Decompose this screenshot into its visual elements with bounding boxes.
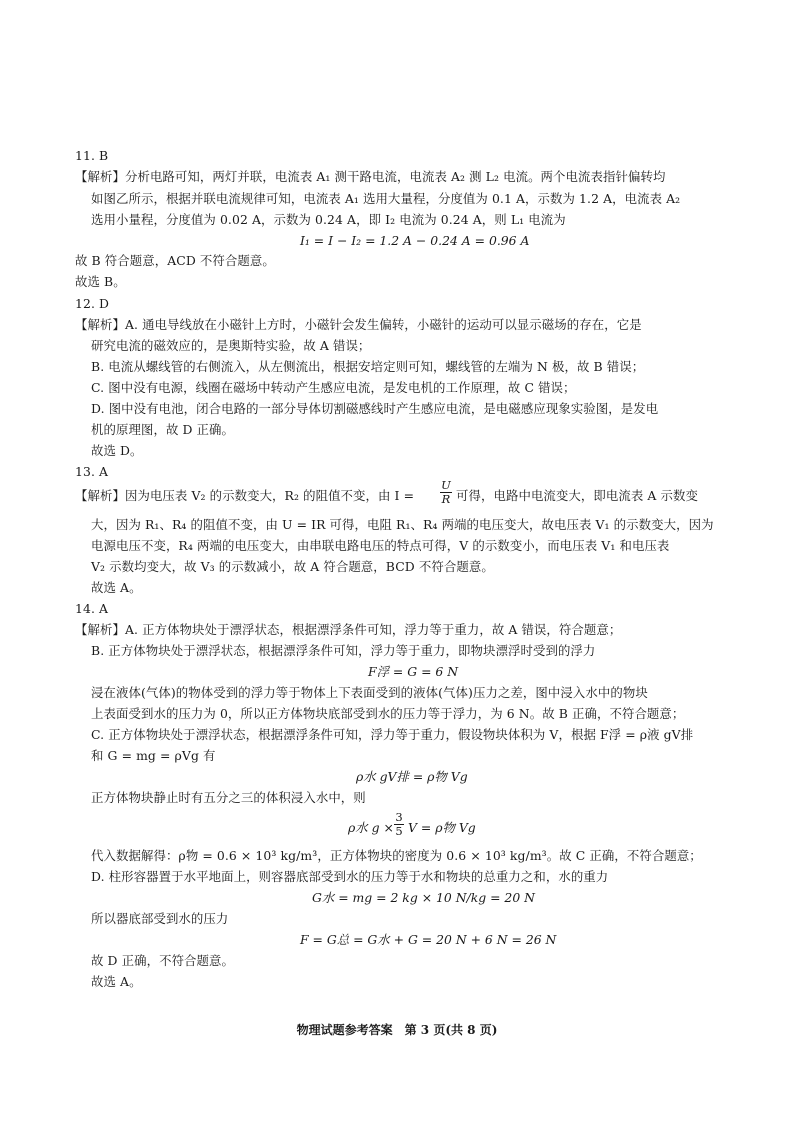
q12-number: 12. D — [75, 296, 110, 311]
page-footer: 物理试题参考答案 第 3 页(共 8 页) — [296, 1023, 498, 1037]
q11-line-2: 如图乙所示，根据并联电流规律可知，电流表 A₁ 选用大量程，分度值为 0.1 A，示数为 1.2 A，电流表 A₂ — [91, 191, 681, 206]
q14-fraction-numerator: 3 — [395, 810, 403, 824]
q14-equation-4: G水 = mg = 2 kg × 10 N/kg = 20 N — [312, 890, 535, 905]
q13-line-3: 电源电压不变，R₄ 两端的电压变大，由串联电路电压的特点可得，V 的示数变小，而电压表 V₁ 和电压表 — [91, 538, 670, 553]
q14-line-2: B. 正方体物块处于漂浮状态，根据漂浮条件可知，浮力等于重力，即物块漂浮时受到的浮力 — [91, 643, 596, 658]
q14-line-9: D. 柱形容器置于水平地面上，则容器底部受到水的压力等于水和物块的总重力之和，水的重力 — [91, 869, 609, 884]
q11-line-1: 【解析】分析电路可知，两灯并联，电流表 A₁ 测干路电流，电流表 A₂ 测 L₂ 电流。两个电流表指针偏转均 — [75, 169, 666, 184]
q14-equation-1: F浮 = G = 6 N — [368, 664, 459, 679]
q14-equation-3a: ρ水 g × — [348, 820, 394, 835]
q14-line-11: 故 D 正确，不符合题意。 — [91, 953, 235, 968]
q14-line-6: 和 G = mg = ρVg 有 — [91, 748, 216, 763]
q14-line-5: C. 正方体物块处于漂浮状态，根据漂浮条件可知，浮力等于重力，假设物块体积为 V，根据 F浮 = ρ液 gV排 — [91, 727, 694, 742]
q14-line-4: 上表面受到水的压力为 0，所以正方体物块底部受到水的压力等于浮力，为 6 N。故 B 正确，不符合题意； — [91, 706, 685, 721]
q11-line-3: 选用小量程，分度值为 0.02 A，示数为 0.24 A，即 I₂ 电流为 0.24 A，则 L₁ 电流为 — [91, 212, 566, 227]
q14-line-1: 【解析】A. 正方体物块处于漂浮状态，根据漂浮条件可知，浮力等于重力，故 A 错误，符合题意； — [75, 622, 622, 637]
q14-equation-5: F = G总 = G水 + G = 20 N + 6 N = 26 N — [300, 932, 557, 947]
q14-equation-2: ρ水 gV排 = ρ物 Vg — [356, 769, 468, 784]
q11-number: 11. B — [75, 148, 109, 163]
q13-line-2: 大，因为 R₁、R₄ 的阻值不变，由 U = IR 可得，电阻 R₁、R₄ 两端的电压变大，故电压表 V₁ 的示数变大，因为 — [91, 517, 714, 532]
q13-line-1a: 【解析】因为电压表 V₂ 的示数变大，R₂ 的阻值不变，由 I = — [75, 488, 415, 503]
q13-fraction — [440, 479, 452, 506]
q14-line-3: 浸在液体(气体)的物体受到的浮力等于物体上下表面受到的液体(气体)压力之差，图中浸入水中的物块 — [91, 685, 648, 700]
q13-number: 13. A — [75, 464, 109, 479]
q14-line-7: 正方体物块静止时有五分之三的体积浸入水中，则 — [91, 790, 366, 805]
q14-line-8: 代入数据解得：ρ物 = 0.6 × 10³ kg/m³，正方体物块的密度为 0.6 × 10³ kg/m³。故 C 正确，不符合题意； — [91, 848, 702, 863]
q14-fraction — [394, 811, 404, 838]
q13-line-5: 故选 A。 — [91, 580, 142, 595]
q14-equation-3b: V = ρ物 Vg — [408, 820, 476, 835]
q14-line-10: 所以器底部受到水的压力 — [91, 911, 229, 926]
q11-line-4: 故 B 符合题意，ACD 不符合题意。 — [75, 253, 275, 268]
q14-fraction-denominator: 5 — [395, 824, 403, 838]
q12-line-5: D. 图中没有电池，闭合电路的一部分导体切割磁感线时产生感应电流，是电磁感应现象实验图，是发电 — [91, 401, 659, 416]
q12-line-3: B. 电流从螺线管的右侧流入，从左侧流出，根据安培定则可知，螺线管的左端为 N 极，故 B 错误； — [91, 359, 645, 374]
q13-fraction-denominator: R — [441, 492, 451, 506]
q11-line-5: 故选 B。 — [75, 274, 126, 289]
q12-line-2: 研究电流的磁效应的，是奥斯特实验，故 A 错误； — [91, 338, 371, 353]
q13-line-4: V₂ 示数均变大，故 V₃ 的示数减小，故 A 符合题意，BCD 不符合题意。 — [91, 559, 494, 574]
q13-line-1b: 可得，电路中电流变大，即电流表 A 示数变 — [456, 488, 698, 503]
q12-line-4: C. 图中没有电源，线圈在磁场中转动产生感应电流，是发电机的工作原理，故 C 错误； — [91, 380, 576, 395]
q14-number: 14. A — [75, 601, 109, 616]
q12-line-6: 机的原理图，故 D 正确。 — [91, 422, 235, 437]
q11-equation: I₁ = I − I₂ = 1.2 A − 0.24 A = 0.96 A — [300, 233, 530, 248]
q14-line-12: 故选 A。 — [91, 974, 142, 989]
q12-line-1: 【解析】A. 通电导线放在小磁针上方时，小磁针会发生偏转，小磁针的运动可以显示磁场的存在，它是 — [75, 317, 642, 332]
q13-fraction-numerator: U — [441, 478, 451, 492]
q12-line-7: 故选 D。 — [91, 443, 143, 458]
